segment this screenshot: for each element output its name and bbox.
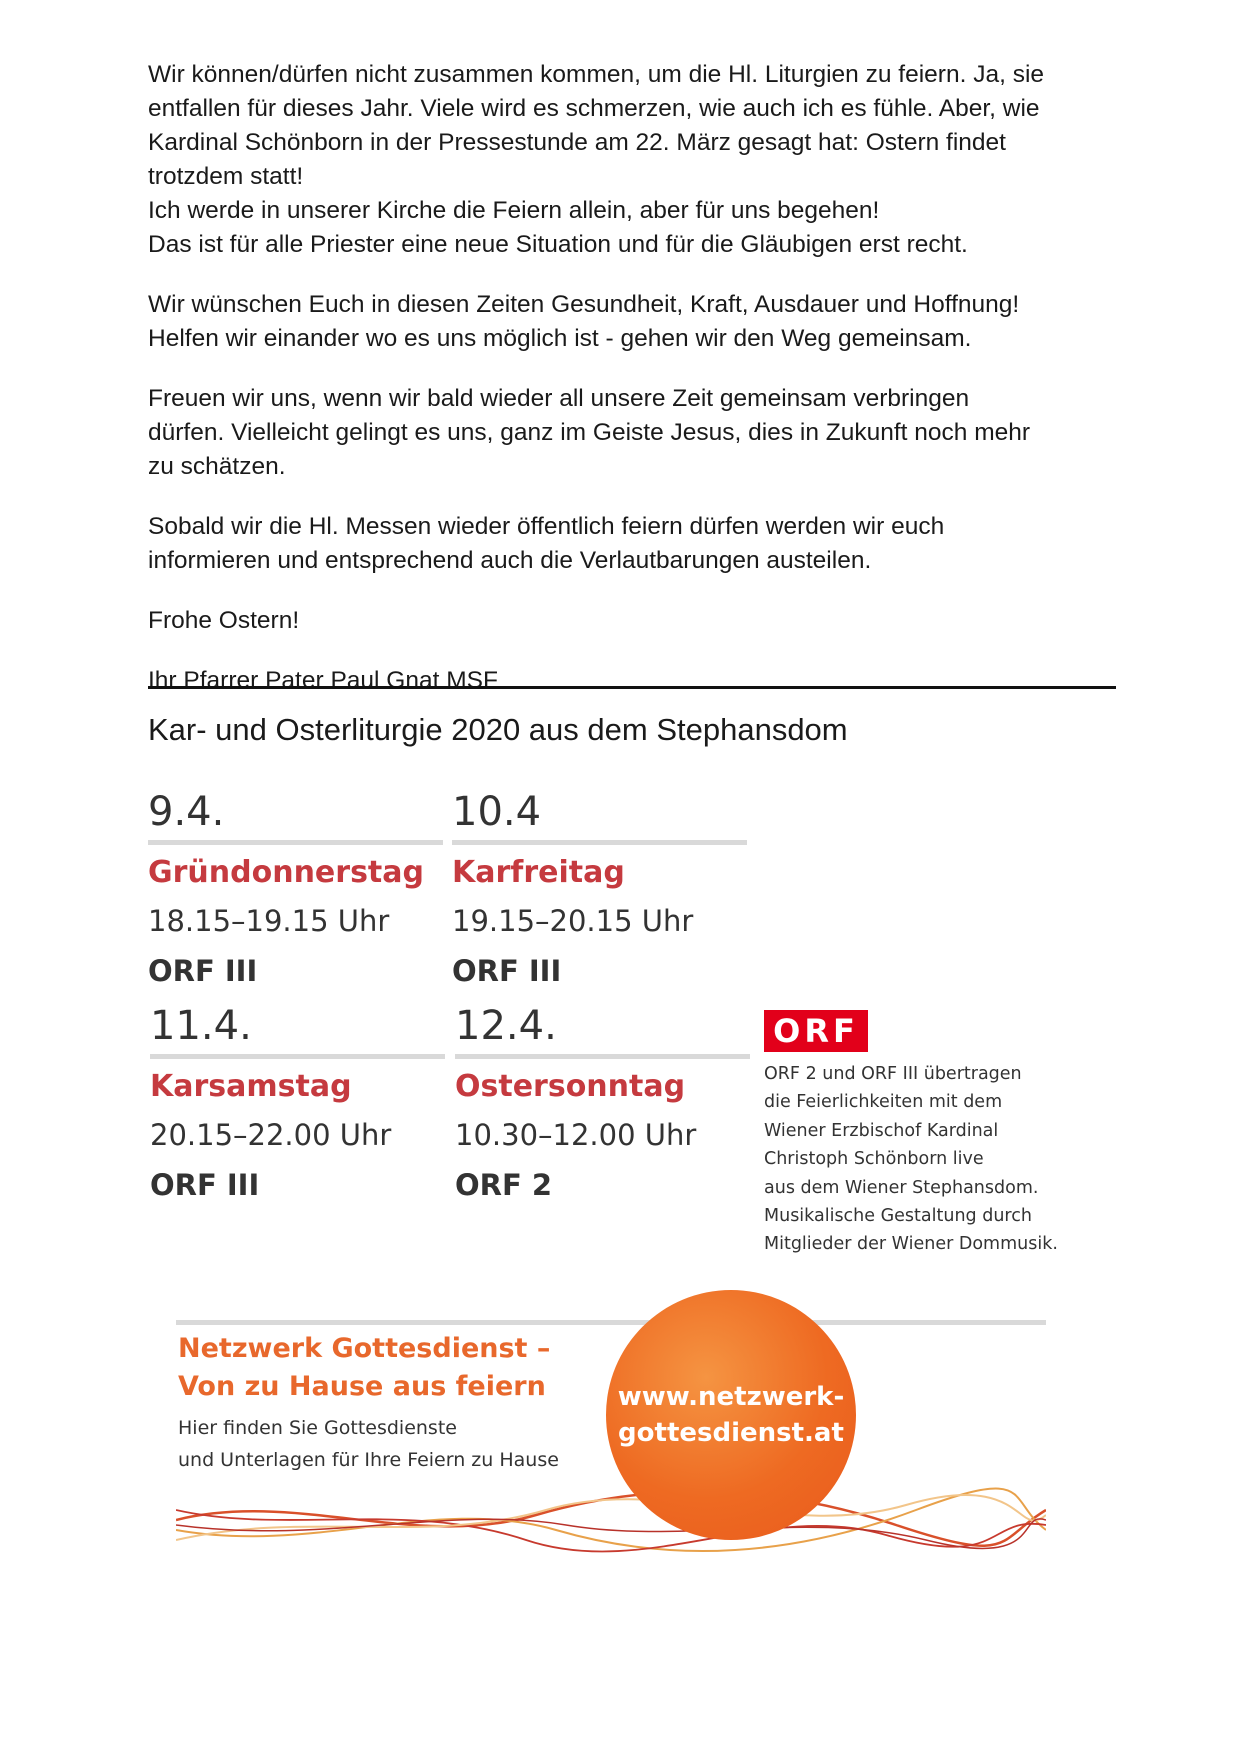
orf-line: Musikalische Gestaltung durch [764,1206,1032,1227]
orf-line: Wiener Erzbischof Kardinal [764,1120,999,1141]
letter-line: Helfen wir einander wo es uns möglich ist - gehen wir den Weg gemeinsam. [148,325,972,352]
website-url-line: www.netzwerk- [617,1382,845,1412]
decorative-waves [176,1470,1046,1560]
letter-paragraph-3 [148,382,1098,484]
banner-title [178,1330,550,1406]
orf-line: ORF 2 und ORF III übertragen [764,1064,1022,1084]
schedule-day-name: Ostersonntag [455,1069,686,1104]
schedule-channel: ORF 2 [455,1168,553,1202]
schedule-time: 10.30–12.00 Uhr [455,1118,697,1152]
date-divider [150,1054,445,1059]
letter-line: zu schätzen. [148,453,286,480]
schedule-time: 19.15–20.15 Uhr [452,904,694,938]
banner-subtitle [178,1412,559,1476]
schedule-day-name: Karfreitag [452,855,625,890]
netzwerk-gottesdienst-banner [176,1290,1056,1580]
date-divider [148,840,443,845]
website-url[interactable] [618,1379,845,1451]
schedule-channel: ORF III [150,1168,260,1202]
letter-paragraph-1 [148,58,1098,262]
letter-line: Wir wünschen Euch in diesen Zeiten Gesundheit, Kraft, Ausdauer und Hoffnung! [148,291,1020,318]
date-divider [452,840,747,845]
letter-line: Sobald wir die Hl. Messen wieder öffentlich feiern dürfen werden wir euch [148,513,945,540]
letter-line: entfallen für dieses Jahr. Viele wird es schmerzen, wie auch ich es fühle. Aber, wie [148,95,1040,122]
schedule-date: 12.4. [455,1003,557,1049]
letter-line: trotzdem statt! [148,163,304,190]
letter-line: Ich werde in unserer Kirche die Feiern allein, aber für uns begehen! [148,197,880,224]
schedule-date: 9.4. [148,789,225,835]
schedule-time: 18.15–19.15 Uhr [148,904,390,938]
letter-signature: Ihr Pfarrer Pater Paul Gnat MSF [148,667,498,694]
schedule-time: 20.15–22.00 Uhr [150,1118,392,1152]
schedule-day-3 [150,1000,450,1207]
letter-line: Das ist für alle Priester eine neue Situation und für die Gläubigen erst recht. [148,231,968,258]
orf-description [764,1060,1094,1259]
schedule-date: 11.4. [150,1003,252,1049]
schedule-day-name: Karsamstag [150,1069,352,1104]
banner-divider [176,1320,1046,1325]
schedule-channel: ORF III [452,954,562,988]
schedule-day-4 [455,1000,755,1207]
letter-line: Kardinal Schönborn in der Pressestunde am 22. März gesagt hat: Ostern findet [148,129,1006,156]
orf-line: Christoph Schönborn live [764,1149,984,1170]
letter-body [148,58,1098,724]
section-title: Kar- und Osterliturgie 2020 aus dem Stephansdom [148,712,848,747]
letter-greeting: Frohe Ostern! [148,607,300,634]
banner-subtitle-line: und Unterlagen für Ihre Feiern zu Hause [178,1449,559,1471]
orf-line: aus dem Wiener Stephansdom. [764,1177,1039,1198]
letter-line: dürfen. Vielleicht gelingt es uns, ganz im Geiste Jesus, dies in Zukunft noch mehr [148,419,1031,446]
schedule-day-2 [452,786,752,993]
orf-line: die Feierlichkeiten mit dem [764,1092,1003,1113]
letter-line: Wir können/dürfen nicht zusammen kommen, um die Hl. Liturgien zu feiern. Ja, sie [148,61,1045,88]
section-divider [148,686,1116,689]
letter-line: informieren und entsprechend auch die Verlautbarungen austeilen. [148,547,872,574]
banner-title-line: Von zu Hause aus feiern [178,1371,546,1402]
schedule-date: 10.4 [452,789,542,835]
schedule-channel: ORF III [148,954,258,988]
letter-paragraph-2 [148,288,1098,356]
letter-paragraph-4 [148,510,1098,578]
schedule-day-name: Gründonnerstag [148,855,424,890]
orf-line: Mitglieder der Wiener Dommusik. [764,1234,1058,1255]
website-link-circle[interactable] [606,1290,856,1540]
banner-title-line: Netzwerk Gottesdienst – [178,1333,551,1364]
schedule-day-1 [148,786,448,993]
website-url-line: gottesdienst.at [618,1418,844,1448]
letter-line: Freuen wir uns, wenn wir bald wieder all unsere Zeit gemeinsam verbringen [148,385,970,412]
orf-logo: ORF [764,1010,868,1052]
banner-subtitle-line: Hier finden Sie Gottesdienste [178,1417,457,1439]
date-divider [455,1054,750,1059]
